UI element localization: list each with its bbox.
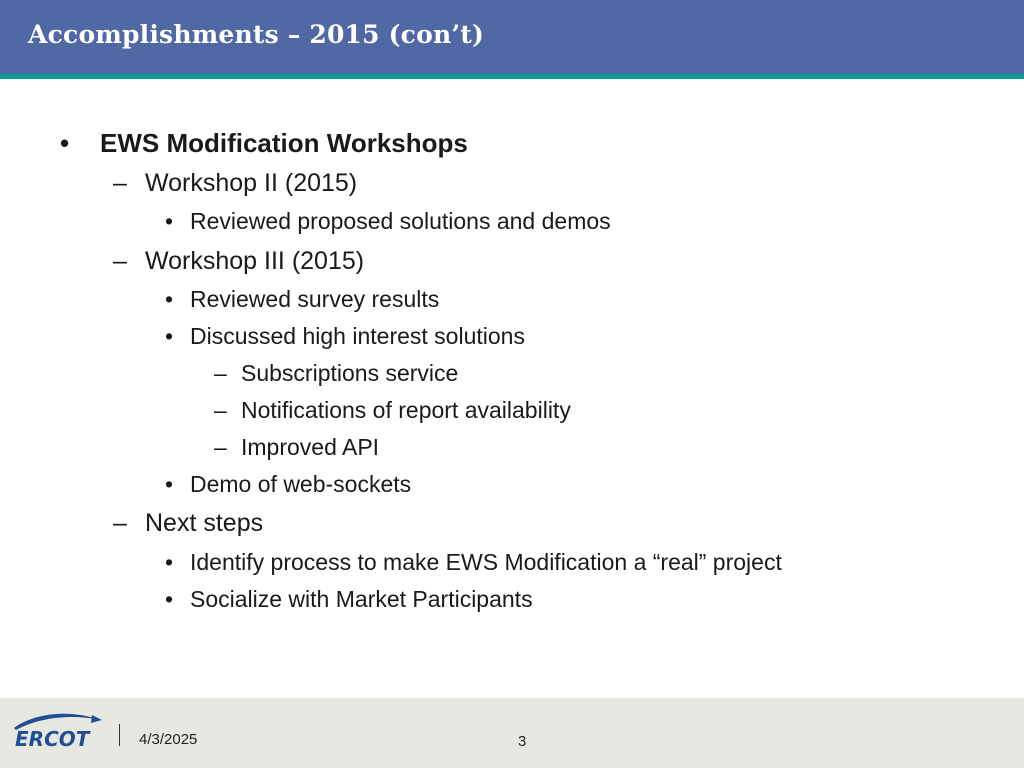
bullet-item-ews-workshops [60, 128, 468, 159]
dash-marker: – [214, 360, 227, 386]
slide-title: Accomplishments – 2015 (con’t) [28, 20, 485, 49]
detail-text: Identify process to make EWS Modification a “real” project [190, 549, 782, 575]
bullet-marker: • [165, 208, 174, 234]
subitem-workshop-2 [113, 169, 358, 198]
detail-text: Demo of web-sockets [190, 471, 412, 497]
subitem-text: Workshop III (2015) [145, 247, 365, 275]
detail-item-high-interest [165, 323, 525, 350]
detail-item-socialize [165, 586, 533, 613]
detail-item-identify-process [165, 549, 782, 576]
bullet-text: EWS Modification Workshops [100, 128, 468, 158]
bullet-marker: • [165, 286, 174, 312]
detail-item-survey-results [165, 286, 440, 313]
dash-marker: – [214, 397, 227, 423]
footer-divider [119, 724, 120, 746]
footer-date: 4/3/2025 [139, 731, 198, 748]
bullet-marker: • [60, 128, 70, 158]
ercot-logo [12, 708, 106, 750]
solution-item-notifications [214, 397, 571, 424]
detail-text: Reviewed proposed solutions and demos [190, 208, 611, 234]
subitem-text: Workshop II (2015) [145, 169, 358, 197]
detail-item-reviewed-solutions [165, 208, 611, 235]
bullet-marker: • [165, 471, 174, 497]
solution-text: Subscriptions service [241, 360, 459, 386]
solution-text: Improved API [241, 434, 380, 460]
slide-footer [0, 698, 1024, 768]
detail-text: Socialize with Market Participants [190, 586, 533, 612]
page-number: 3 [518, 733, 527, 750]
subitem-text: Next steps [145, 509, 264, 537]
solution-item-subscriptions [214, 360, 459, 387]
logo-wordmark: ERCOT [15, 727, 90, 750]
dash-marker: – [113, 509, 127, 537]
solution-item-api [214, 434, 380, 461]
bullet-marker: • [165, 586, 174, 612]
detail-text: Reviewed survey results [190, 286, 440, 312]
bullet-marker: • [165, 549, 174, 575]
bullet-marker: • [165, 323, 174, 349]
solution-text: Notifications of report availability [241, 397, 571, 423]
subitem-workshop-3 [113, 247, 365, 276]
detail-item-web-sockets [165, 471, 412, 498]
slide-header [0, 0, 1024, 79]
dash-marker: – [113, 247, 127, 275]
detail-text: Discussed high interest solutions [190, 323, 525, 349]
dash-marker: – [214, 434, 227, 460]
dash-marker: – [113, 169, 127, 197]
subitem-next-steps [113, 509, 264, 538]
